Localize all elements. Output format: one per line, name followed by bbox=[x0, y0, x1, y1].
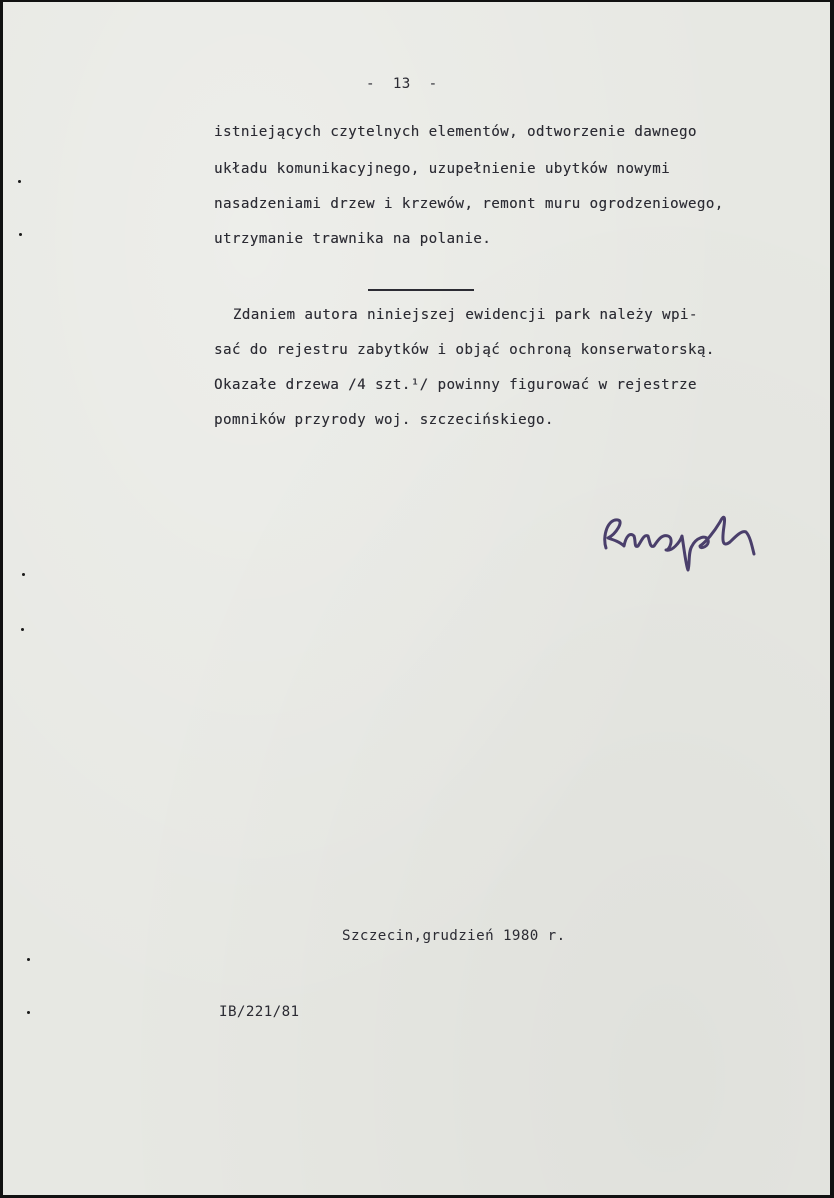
scan-edge-top bbox=[0, 0, 834, 2]
binding-mark bbox=[22, 573, 25, 576]
section-separator bbox=[368, 289, 474, 291]
binding-mark bbox=[18, 180, 21, 183]
text-line: sać do rejestru zabytków i objąć ochroną konserwatorską. bbox=[214, 342, 715, 358]
text-line: układu komunikacyjnego, uzupełnienie ubytków nowymi bbox=[214, 161, 671, 177]
binding-mark bbox=[27, 958, 30, 961]
page-number: - 13 - bbox=[366, 76, 438, 92]
binding-mark bbox=[21, 628, 24, 631]
text-line: istniejących czytelnych elementów, odtworzenie dawnego bbox=[214, 124, 697, 140]
scan-edge-right bbox=[830, 0, 834, 1198]
binding-mark bbox=[27, 1011, 30, 1014]
binding-mark bbox=[19, 233, 22, 236]
text-line: Zdaniem autora niniejszej ewidencji park należy wpi- bbox=[206, 307, 698, 323]
text-line: utrzymanie trawnika na polanie. bbox=[214, 231, 492, 247]
text-line: pomników przyrody woj. szczecińskiego. bbox=[214, 412, 554, 428]
place-and-date: Szczecin,grudzień 1980 r. bbox=[342, 928, 566, 944]
scan-edge-left bbox=[0, 0, 3, 1198]
handwritten-signature bbox=[596, 496, 764, 578]
document-reference: IB/221/81 bbox=[219, 1004, 300, 1020]
text-line: Okazałe drzewa /4 szt.¹/ powinny figurować w rejestrze bbox=[214, 377, 697, 393]
text-line: nasadzeniami drzew i krzewów, remont muru ogrodzeniowego, bbox=[214, 196, 724, 212]
